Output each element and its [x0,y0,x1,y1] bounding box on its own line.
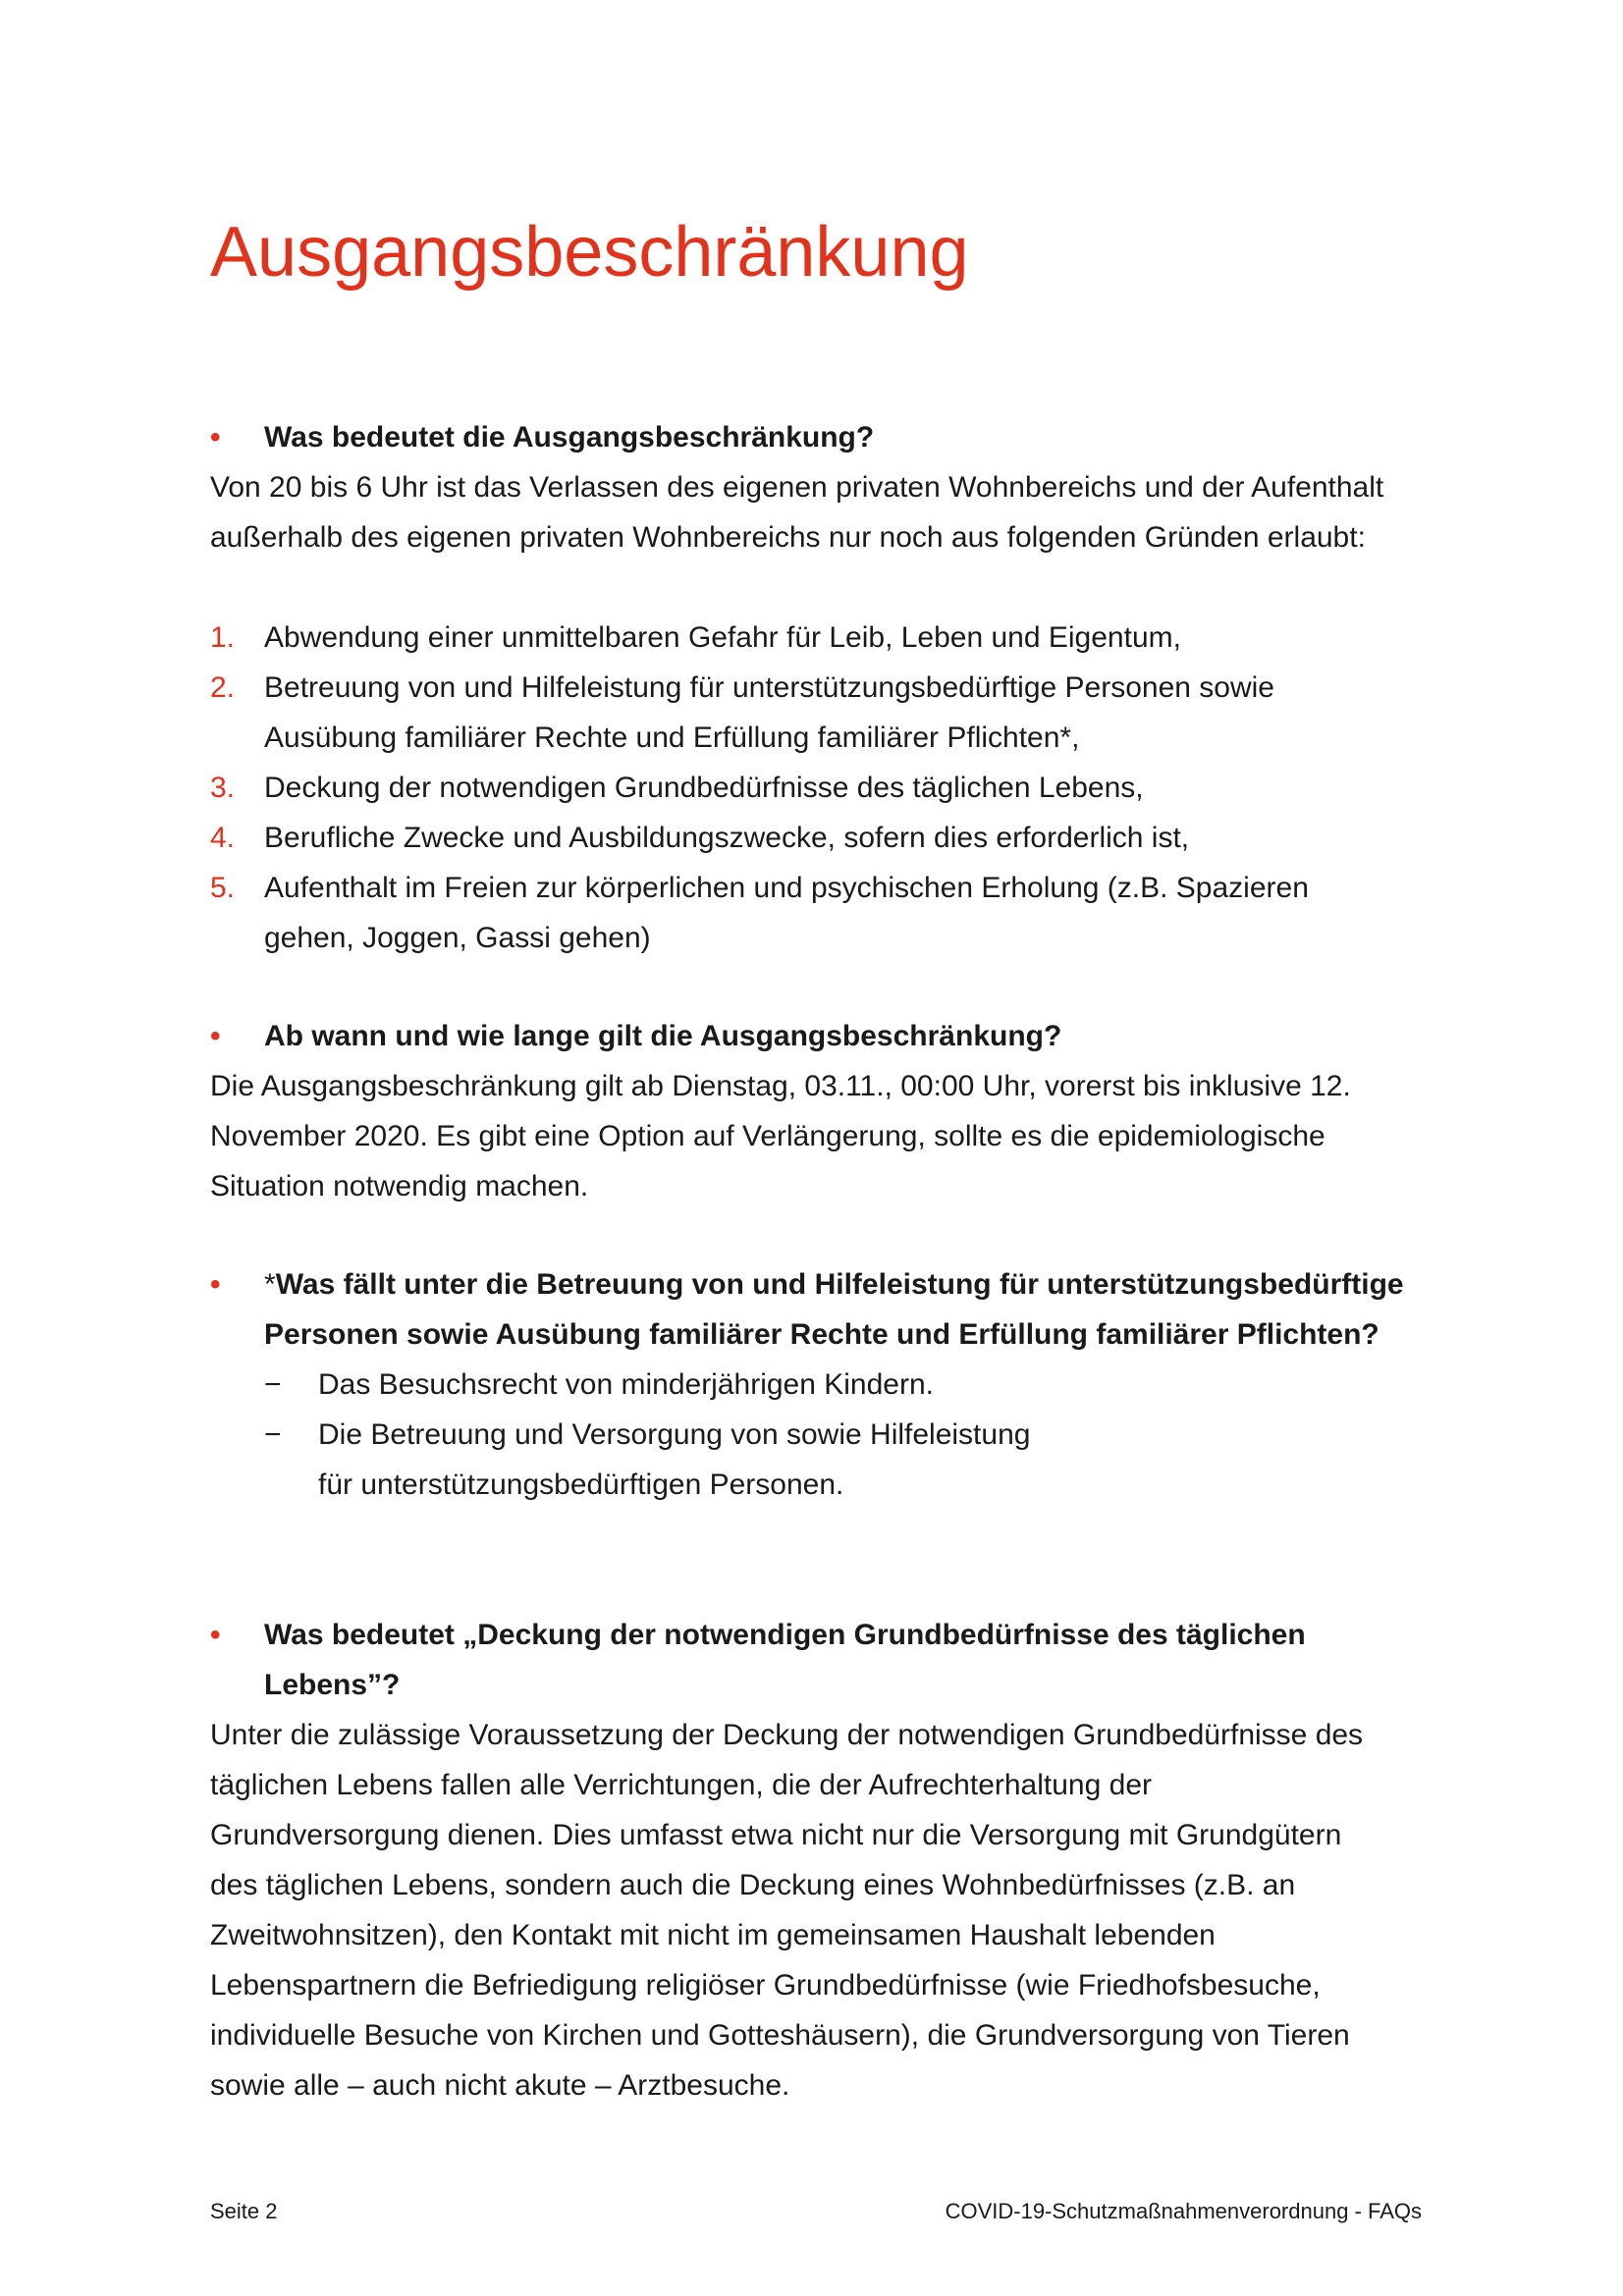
list-item [210,813,1369,863]
list-item [210,663,1369,763]
list-number: 3. [210,772,236,804]
faq-question [210,1610,1437,1710]
question-text: Was fällt unter die Betreuung von und Hilfeleistung für unterstützungsbedürftige Personen sowie Ausübung familiärer Rechte und Erfüllung familiärer Pflichten? [264,1268,1404,1351]
list-item [210,763,1369,813]
list-item [210,1360,1192,1410]
page-number: Seite 2 [210,2199,278,2223]
bullet-icon: • [210,1268,221,1301]
list-number: 4. [210,822,236,854]
bullet-icon: • [210,1020,221,1052]
page-title: Ausgangsbeschränkung [210,213,969,292]
faq-section-3 [210,1259,1437,1510]
reasons-list [210,613,1369,963]
question-text: Was bedeutet die Ausgangsbeschränkung? [264,421,875,454]
list-item-text: Berufliche Zwecke und Ausbildungszwecke, sofern dies erforderlich ist, [264,822,1190,854]
list-item-text: Abwendung einer unmittelbaren Gefahr für Leib, Leben und Eigentum, [264,621,1181,654]
faq-question [210,1259,1442,1360]
faq-question [210,1011,1437,1061]
dash-marker: − [264,1418,282,1451]
faq-section-4 [210,1610,1437,2110]
list-item-text: Deckung der notwendigen Grundbedürfnisse des täglichen Lebens, [264,772,1144,804]
faq-question [210,412,1437,462]
list-number: 2. [210,671,236,704]
bullet-icon: • [210,1619,221,1651]
faq-section-1 [210,412,1437,963]
answer-paragraph: Die Ausgangsbeschränkung gilt ab Dienstag, 03.11., 00:00 Uhr, vorerst bis inklusive 12. November 2020. Es gibt eine Option auf Verlängerung, sollte es die epidemiologische Situation notwendig machen. [210,1070,1351,1202]
list-number: 5. [210,872,236,904]
list-item [210,863,1369,963]
dash-list [210,1360,1192,1510]
question-text: Ab wann und wie lange gilt die Ausgangsbeschränkung? [264,1020,1062,1052]
list-item [210,1410,1064,1510]
list-item-text: Das Besuchsrecht von minderjährigen Kindern. [318,1368,934,1401]
list-item-text: Die Betreuung und Versorgung von sowie Hilfeleistung für unterstützungsbedürftigen Personen. [318,1418,1031,1501]
list-item-text: Aufenthalt im Freien zur körperlichen und psychischen Erholung (z.B. Spazieren gehen, Joggen, Gassi gehen) [264,872,1309,954]
document-title-footer: COVID-19-Schutzmaßnahmenverordnung - FAQs [945,2199,1422,2223]
list-number: 1. [210,621,236,654]
question-text: Was bedeutet „Deckung der notwendigen Grundbedürfnisse des täglichen Lebens”? [264,1619,1306,1701]
question-prefix: * [264,1268,276,1301]
answer-paragraph: Unter die zulässige Voraussetzung der Deckung der notwendigen Grundbedürfnisse des täglichen Lebens fallen alle Verrichtungen, die der Aufrechterhaltung der Grundversorgung dienen. Dies umfasst etwa nicht nur die Versorgung mit Grundgütern des täglichen Lebens, sondern auch die Deckung eines Wohnbedürfnisses (z.B. an Zweitwohnsitzen), den Kontakt mit nicht im gemeinsamen Haushalt lebenden Lebenspartnern die Befriedigung religiöser Grundbedürfnisse (wie Friedhofsbesuche, individuelle Besuche von Kirchen und Gotteshäusern), die Grundversorgung von Tieren sowie alle – auch nicht akute – Arztbesuche. [210,1719,1364,2102]
list-item-text: Betreuung von und Hilfeleistung für unterstützungsbedürftige Personen sowie Ausübung familiärer Rechte und Erfüllung familiärer Pflichten*, [264,671,1274,754]
answer-paragraph: Von 20 bis 6 Uhr ist das Verlassen des eigenen privaten Wohnbereichs und der Aufenthalt außerhalb des eigenen privaten Wohnbereichs nur noch aus folgenden Gründen erlaubt: [210,471,1384,554]
faq-section-2 [210,1011,1437,1211]
list-item [210,613,1369,663]
dash-marker: − [264,1368,282,1401]
bullet-icon: • [210,421,221,454]
